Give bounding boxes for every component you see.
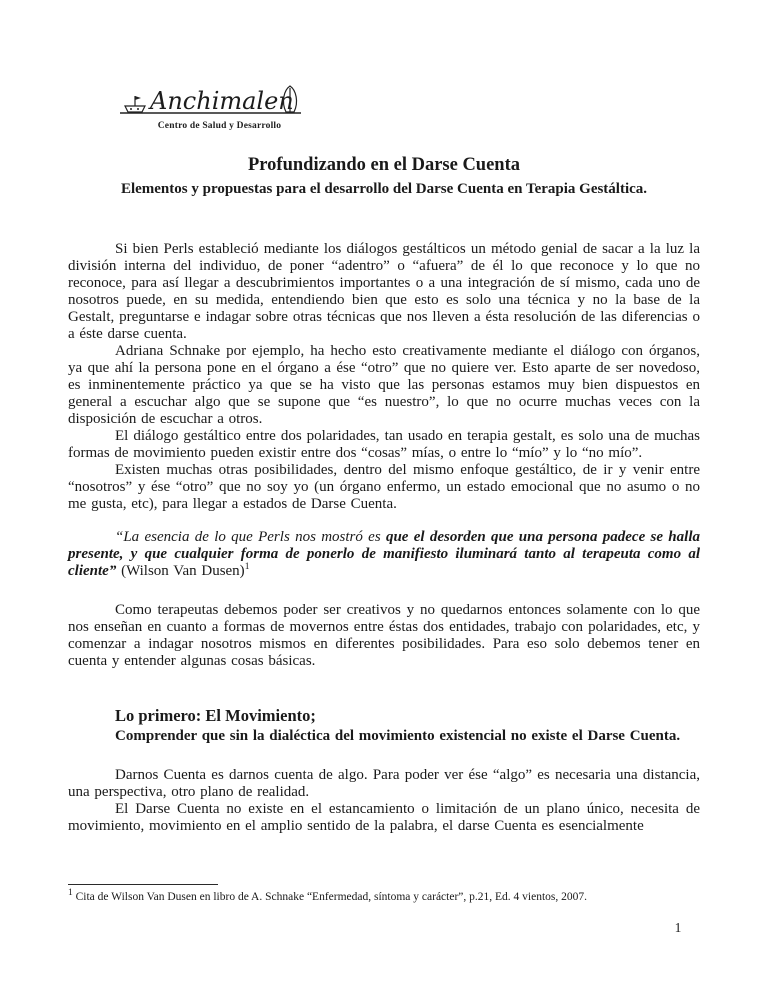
footnote-number: 1 <box>68 888 73 899</box>
paragraph-perls-dialogos: Si bien Perls estableció mediante los diálogos gestálticos un método genial de sacar a la luz la división interna del individuo, de poner “adentro” o “afuera” de él lo que reconoce y lo que no reconoce, para así llegar a descubrimientos importantes o a una integración de sí mismo, cada uno de nosotros puede, en su medida, entendiendo bien que esto es solo una técnica y no la base de la Gestalt, preguntarse e indagar sobre otras técnicas que nos lleven a ésta resolución de las diferencias o a éste darse cuenta. <box>68 241 700 342</box>
logo <box>118 84 303 131</box>
page-title: Profundizando en el Darse Cuenta <box>247 155 521 175</box>
paragraph-comprender-dialectica: Comprender que sin la dialéctica del movimiento existencial no existe el Darse Cuenta. <box>115 728 681 744</box>
anchimalen-logo-graphic <box>118 84 303 120</box>
quote-attribution: (Wilson Van Dusen) <box>116 563 245 579</box>
paragraph-adriana-schnake: Adriana Schnake por ejemplo, ha hecho esto creativamente mediante el diálogo con órganos, ya que ahí la persona pone en el órgano a ése “otro” que no quiere ver. Esto aparte de ser novedoso, es inminentemente práctico ya que se ha visto que las personas estamos muy bien dispuestos en general a escuchar algo que se supone que “es nuestro”, lo que no ocurre muchas veces con la disposición de escuchar a otros. <box>68 343 700 427</box>
document-body-continued <box>68 728 700 835</box>
section-heading-movimiento: Lo primero: El Movimiento; <box>115 706 316 725</box>
paragraph-dialogo-polaridades: El diálogo gestáltico entre dos polaridades, tan usado en terapia gestalt, es solo una de muchas formas de movimiento pueden existir entre dos “cosas” mías, o entre lo “mío” y lo “no mío”. <box>68 428 700 461</box>
quote-van-dusen <box>68 529 700 580</box>
paragraph-otras-posibilidades: Existen muchas otras posibilidades, dentro del mismo enfoque gestáltico, de ir y venir entre “nosotros” y ése “otro” que no soy yo (un órgano enfermo, un estado emocional que no asumo o no me gusta, etc), para llegar a estados de Darse Cuenta. <box>68 462 700 512</box>
footnote-text: Cita de Wilson Van Dusen en libro de A. Schnake “Enfermedad, síntoma y carácter”, p.21, Ed. 4 vientos, 2007. <box>75 891 587 903</box>
footnote-separator <box>68 884 218 885</box>
footnote-reference-mark: 1 <box>244 562 250 572</box>
paragraph-terapeutas-creativos: Como terapeutas debemos poder ser creativos y no quedarnos entonces solamente con lo que nos enseñan en cuanto a formas de movernos entre éstas dos entidades, trabajo con polaridades, etc, y comenzar a indagar nosotros mismos en diferentes posibilidades. Para eso solo debemos tener en cuenta y entender algunas cosas básicas. <box>68 602 700 669</box>
logo-wordmark: Anchimalen <box>150 87 294 115</box>
paragraph-estancamiento: El Darse Cuenta no existe en el estancamiento o limitación de un plano único, necesita de movimiento, movimiento en el amplio sentido de la palabra, el darse Cuenta es esencialmente <box>68 801 700 834</box>
page-subtitle: Elementos y propuestas para el desarrollo del Darse Cuenta en Terapia Gestáltica. <box>120 181 648 197</box>
quote-bold-text: que el desorden que una persona padece se halla presente, y que cualquier forma de ponerlo de manifiesto iluminará tanto al terapeuta como al cliente” <box>68 529 700 579</box>
footnote <box>68 890 712 904</box>
logo-tagline: Centro de Salud y Desarrollo <box>157 121 282 131</box>
quote-lead: “La esencia de lo que Perls nos mostró es <box>115 529 386 545</box>
paragraph-darnos-cuenta: Darnos Cuenta es darnos cuenta de algo. Para poder ver ése “algo” es necesaria una distancia, una perspectiva, otro plano de realidad. <box>68 767 700 800</box>
boat-icon <box>125 96 145 112</box>
page-number: 1 <box>674 920 682 935</box>
document-body <box>68 241 700 670</box>
